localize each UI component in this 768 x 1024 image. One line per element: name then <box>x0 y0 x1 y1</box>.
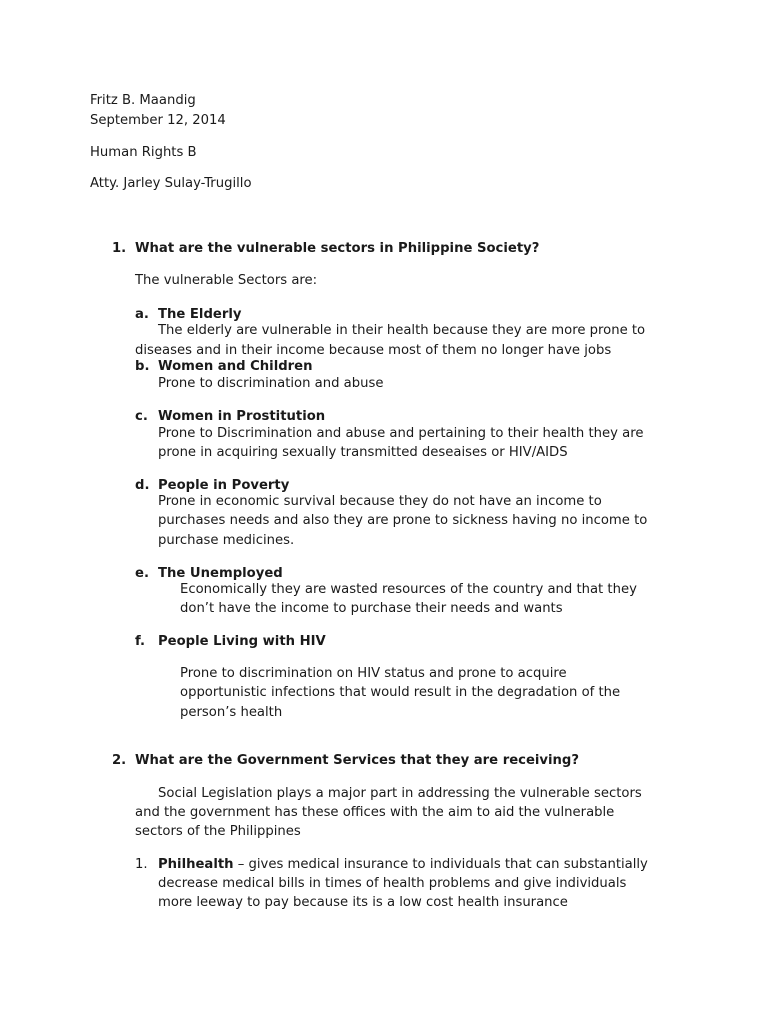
list-item-line: decrease medical bills in times of health problems and give individuals <box>158 876 627 891</box>
list-item-line: Economically they are wasted resources of the country and that they <box>180 582 637 597</box>
list-item-line: Prone to discrimination and abuse <box>158 376 384 391</box>
list-marker: 1. <box>135 857 148 872</box>
list-item-line: purchase medicines. <box>158 533 295 548</box>
list-item-line: more leeway to pay because its is a low cost health insurance <box>158 895 568 910</box>
list-item-title: The Elderly <box>158 307 242 322</box>
question-2-intro-line: and the government has these offices with the aim to aid the vulnerable <box>135 805 615 820</box>
question-1-text: What are the vulnerable sectors in Philippine Society? <box>135 241 540 256</box>
document-date: September 12, 2014 <box>90 113 226 128</box>
list-item-line: person’s health <box>180 705 283 720</box>
list-marker: e. <box>135 566 149 581</box>
list-item-title: People Living with HIV <box>158 634 326 649</box>
list-marker: b. <box>135 359 150 374</box>
list-item-line: opportunistic infections that would result in the degradation of the <box>180 685 621 700</box>
question-2-text: What are the Government Services that they are receiving? <box>135 753 580 768</box>
list-item-line: diseases and in their income because most of them no longer have jobs <box>135 343 612 358</box>
service-title: Philhealth <box>158 857 234 872</box>
question-2-number: 2. <box>112 753 127 768</box>
question-2-intro-line: sectors of the Philippines <box>135 824 301 839</box>
service-first-line <box>158 855 648 875</box>
list-item-line: Prone to Discrimination and abuse and pertaining to their health they are <box>158 426 644 441</box>
list-item-line: purchases needs and also they are prone to sickness having no income to <box>158 513 648 528</box>
list-item-title: Women and Children <box>158 359 313 374</box>
question-1-number: 1. <box>112 241 127 256</box>
list-item-line: Prone to discrimination on HIV status and prone to acquire <box>180 666 567 681</box>
list-item-line: The elderly are vulnerable in their health because they are more prone to <box>158 323 646 338</box>
list-item-line: Prone in economic survival because they do not have an income to <box>158 494 602 509</box>
author-name: Fritz B. Maandig <box>90 93 196 108</box>
list-marker: c. <box>135 409 148 424</box>
list-item-title: Women in Prostitution <box>158 409 326 424</box>
question-2-intro-line: Social Legislation plays a major part in addressing the vulnerable sectors <box>158 786 642 801</box>
instructor-name: Atty. Jarley Sulay-Trugillo <box>90 176 252 191</box>
list-item-title: The Unemployed <box>158 566 283 581</box>
list-marker: f. <box>135 634 146 649</box>
list-item-title: People in Poverty <box>158 478 290 493</box>
course-name: Human Rights B <box>90 145 197 160</box>
question-1-intro: The vulnerable Sectors are: <box>135 273 318 288</box>
list-marker: a. <box>135 307 149 322</box>
list-marker: d. <box>135 478 150 493</box>
list-item-line: prone in acquiring sexually transmitted deseaises or HIV/AIDS <box>158 445 568 460</box>
service-description: – gives medical insurance to individuals that can substantially <box>233 857 648 872</box>
list-item-line: don’t have the income to purchase their needs and wants <box>180 601 563 616</box>
